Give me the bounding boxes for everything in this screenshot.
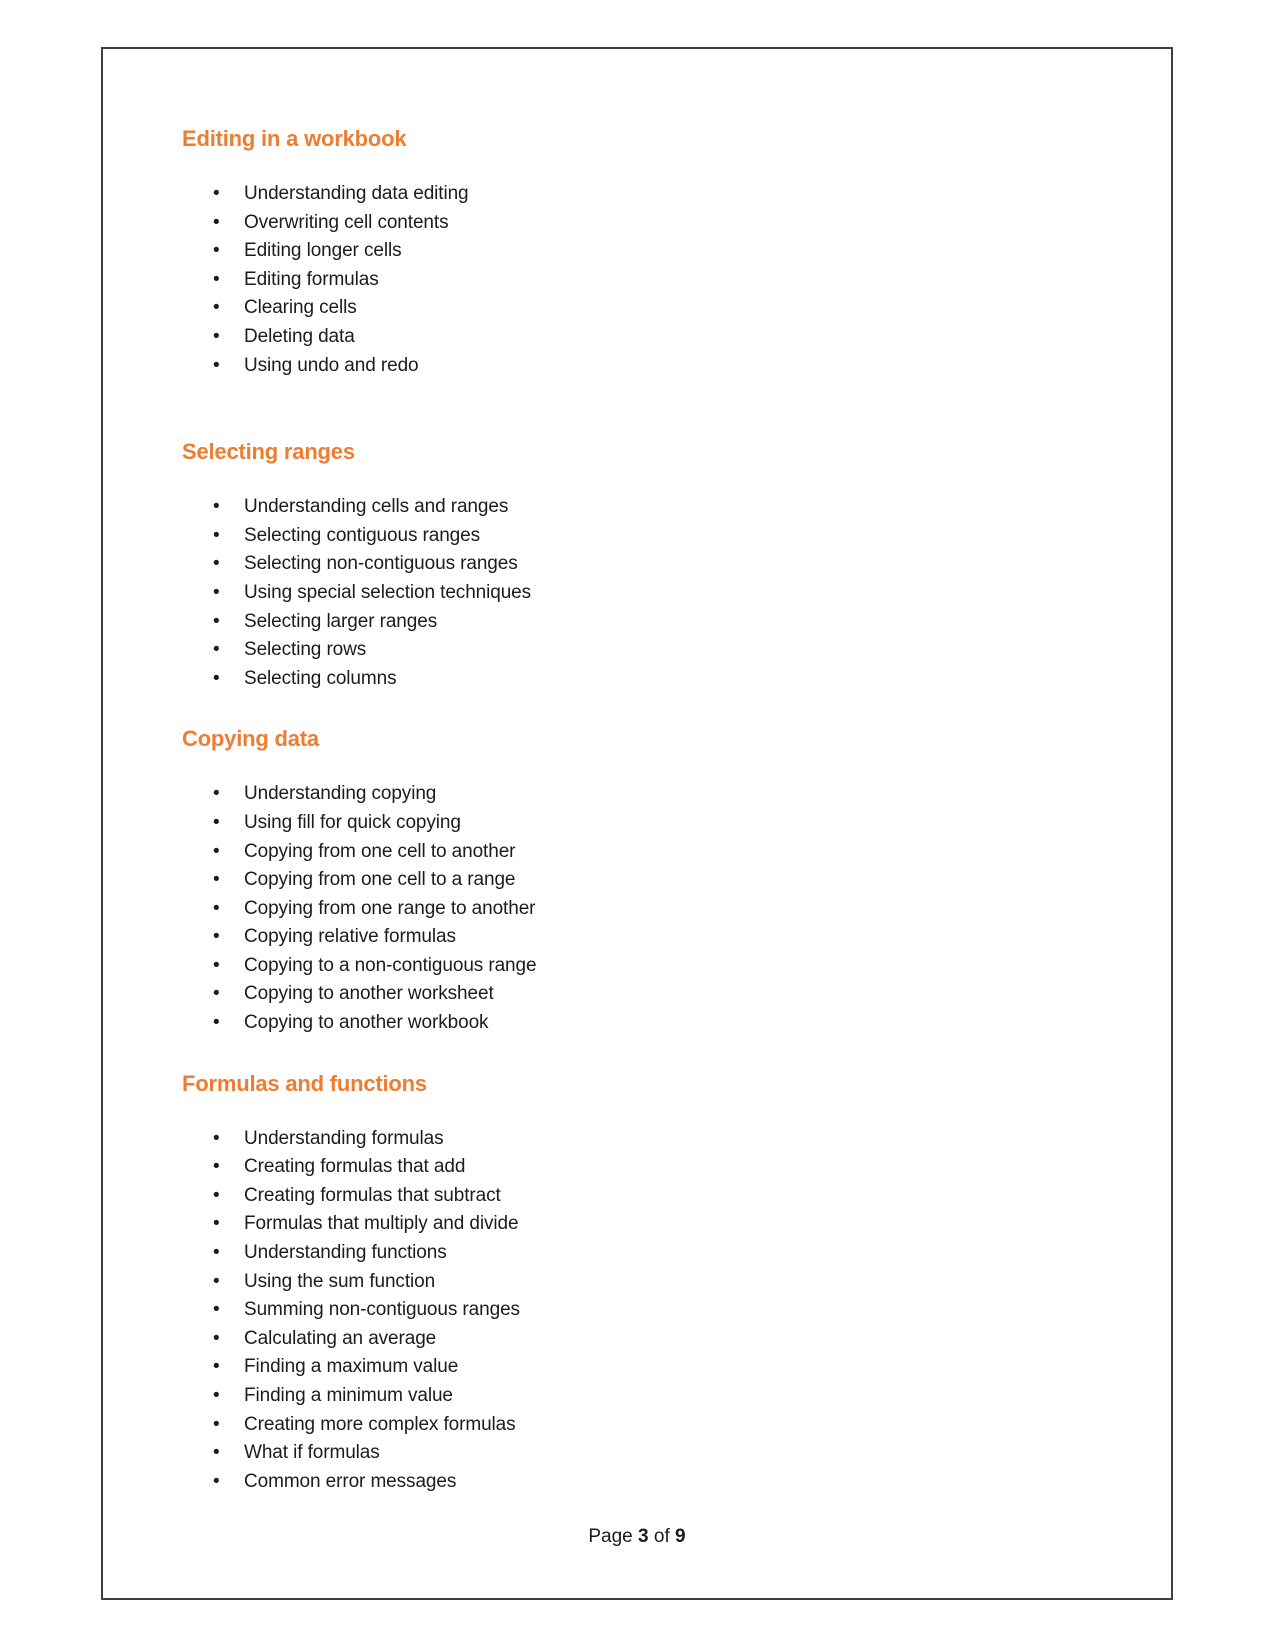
footer-of-label: of: [653, 1526, 670, 1547]
list-item-label: Calculating an average: [244, 1327, 437, 1349]
list-item: [103, 1325, 1171, 1354]
bullet-icon: •: [213, 1356, 220, 1378]
bullet-icon: •: [213, 1184, 220, 1206]
list-item-label: Overwriting cell contents: [244, 211, 449, 233]
list-item: [103, 1353, 1171, 1382]
footer-current-page: 3: [638, 1526, 649, 1547]
bullet-icon: •: [213, 926, 220, 948]
bullet-icon: •: [213, 1327, 220, 1349]
bullet-icon: •: [213, 1442, 220, 1464]
bullet-icon: •: [213, 297, 220, 319]
list-item-label: Selecting columns: [244, 667, 397, 689]
bullet-icon: •: [213, 1242, 220, 1264]
list-item: [103, 1239, 1171, 1268]
topic-list-formulas: [103, 1125, 1171, 1497]
bullet-icon: •: [213, 211, 220, 233]
list-item: [103, 323, 1171, 352]
list-item: [103, 1182, 1171, 1211]
list-item-label: Copying from one cell to another: [244, 840, 516, 862]
list-item: [103, 237, 1171, 266]
document-page: [101, 47, 1173, 1600]
bullet-icon: •: [213, 354, 220, 376]
section-heading-formulas: Formulas and functions: [182, 1070, 427, 1096]
topic-list-selecting: [103, 493, 1171, 693]
list-item-label: Selecting larger ranges: [244, 610, 438, 632]
bullet-icon: •: [213, 783, 220, 805]
bullet-icon: •: [213, 240, 220, 262]
list-item-label: Selecting contiguous ranges: [244, 524, 481, 546]
topic-list-editing: [103, 180, 1171, 380]
list-item-label: Summing non-contiguous ranges: [244, 1299, 520, 1321]
bullet-icon: •: [213, 811, 220, 833]
list-item: [103, 294, 1171, 323]
bullet-icon: •: [213, 1012, 220, 1034]
list-item: [103, 1468, 1171, 1497]
bullet-icon: •: [213, 1385, 220, 1406]
list-item-label: Copying to a non-contiguous range: [244, 954, 537, 976]
bullet-icon: •: [213, 610, 220, 632]
list-item: [103, 1125, 1171, 1154]
list-item: [103, 923, 1171, 952]
list-item: [103, 1153, 1171, 1182]
list-item-label: Finding a maximum value: [244, 1356, 459, 1378]
page-footer: [103, 1523, 1171, 1551]
bullet-icon: •: [213, 1127, 220, 1149]
bullet-icon: •: [213, 1299, 220, 1321]
list-item: [103, 1439, 1171, 1468]
list-item-label: Finding a minimum value: [244, 1385, 453, 1406]
list-item-label: Using special selection techniques: [244, 581, 532, 603]
section-heading-selecting: Selecting ranges: [182, 439, 355, 465]
list-item: [103, 980, 1171, 1009]
bullet-icon: •: [213, 268, 220, 290]
bullet-icon: •: [213, 1213, 220, 1235]
list-item-label: Using the sum function: [244, 1270, 436, 1292]
list-item: [103, 636, 1171, 665]
list-item-label: Selecting rows: [244, 639, 367, 661]
bullet-icon: •: [213, 1270, 220, 1292]
list-item: [103, 895, 1171, 924]
list-item-label: Creating more complex formulas: [244, 1413, 516, 1435]
section-heading-editing: Editing in a workbook: [182, 126, 407, 151]
list-item-label: Copying from one cell to a range: [244, 869, 516, 891]
list-item-label: Copying from one range to another: [244, 897, 536, 919]
list-item-label: Copying relative formulas: [244, 926, 456, 948]
list-item: [103, 209, 1171, 238]
list-item: [103, 1009, 1171, 1038]
list-item: [103, 1411, 1171, 1440]
list-item: [103, 522, 1171, 551]
list-item: [103, 952, 1171, 981]
list-item-label: Selecting non-contiguous ranges: [244, 553, 518, 575]
bullet-icon: •: [213, 897, 220, 919]
topic-list-copying: [103, 780, 1171, 1037]
bullet-icon: •: [213, 496, 220, 518]
list-item-label: Understanding cells and ranges: [244, 496, 509, 518]
list-item-label: Understanding copying: [244, 783, 437, 805]
list-item-label: Using fill for quick copying: [244, 811, 461, 833]
list-item-label: Understanding functions: [244, 1242, 447, 1264]
list-item-label: Formulas that multiply and divide: [244, 1213, 519, 1235]
bullet-icon: •: [213, 983, 220, 1005]
bullet-icon: •: [213, 553, 220, 575]
list-item-label: Creating formulas that add: [244, 1156, 466, 1178]
bullet-icon: •: [213, 524, 220, 546]
bullet-icon: •: [213, 639, 220, 661]
list-item-label: What if formulas: [244, 1442, 380, 1464]
bullet-icon: •: [213, 1470, 220, 1492]
bullet-icon: •: [213, 840, 220, 862]
footer-total-pages: 9: [675, 1526, 686, 1547]
list-item: [103, 809, 1171, 838]
list-item: [103, 1210, 1171, 1239]
bullet-icon: •: [213, 667, 220, 689]
list-item: [103, 1296, 1171, 1325]
list-item: [103, 266, 1171, 295]
list-item: [103, 352, 1171, 381]
list-item-label: Understanding data editing: [244, 183, 469, 204]
list-item: [103, 550, 1171, 579]
list-item: [103, 1382, 1171, 1411]
section-heading-copying: Copying data: [182, 726, 319, 752]
list-item-label: Copying to another worksheet: [244, 983, 494, 1005]
list-item-label: Common error messages: [244, 1470, 457, 1492]
bullet-icon: •: [213, 581, 220, 603]
list-item-label: Copying to another workbook: [244, 1012, 489, 1034]
list-item-label: Deleting data: [244, 325, 355, 347]
bullet-icon: •: [213, 869, 220, 891]
bullet-icon: •: [213, 954, 220, 976]
page-content: [103, 49, 1171, 1496]
list-item: [103, 665, 1171, 694]
bullet-icon: •: [213, 183, 220, 204]
list-item: [103, 838, 1171, 867]
list-item: [103, 780, 1171, 809]
list-item-label: Creating formulas that subtract: [244, 1184, 501, 1206]
list-item: [103, 493, 1171, 522]
bullet-icon: •: [213, 325, 220, 347]
bullet-icon: •: [213, 1413, 220, 1435]
footer-page-label: Page: [588, 1526, 633, 1547]
list-item: [103, 180, 1171, 209]
list-item: [103, 579, 1171, 608]
list-item: [103, 866, 1171, 895]
list-item: [103, 1268, 1171, 1297]
list-item-label: Clearing cells: [244, 297, 357, 319]
list-item-label: Editing formulas: [244, 268, 379, 290]
list-item-label: Editing longer cells: [244, 240, 402, 262]
list-item: [103, 608, 1171, 637]
bullet-icon: •: [213, 1156, 220, 1178]
list-item-label: Understanding formulas: [244, 1127, 444, 1149]
list-item-label: Using undo and redo: [244, 354, 419, 376]
